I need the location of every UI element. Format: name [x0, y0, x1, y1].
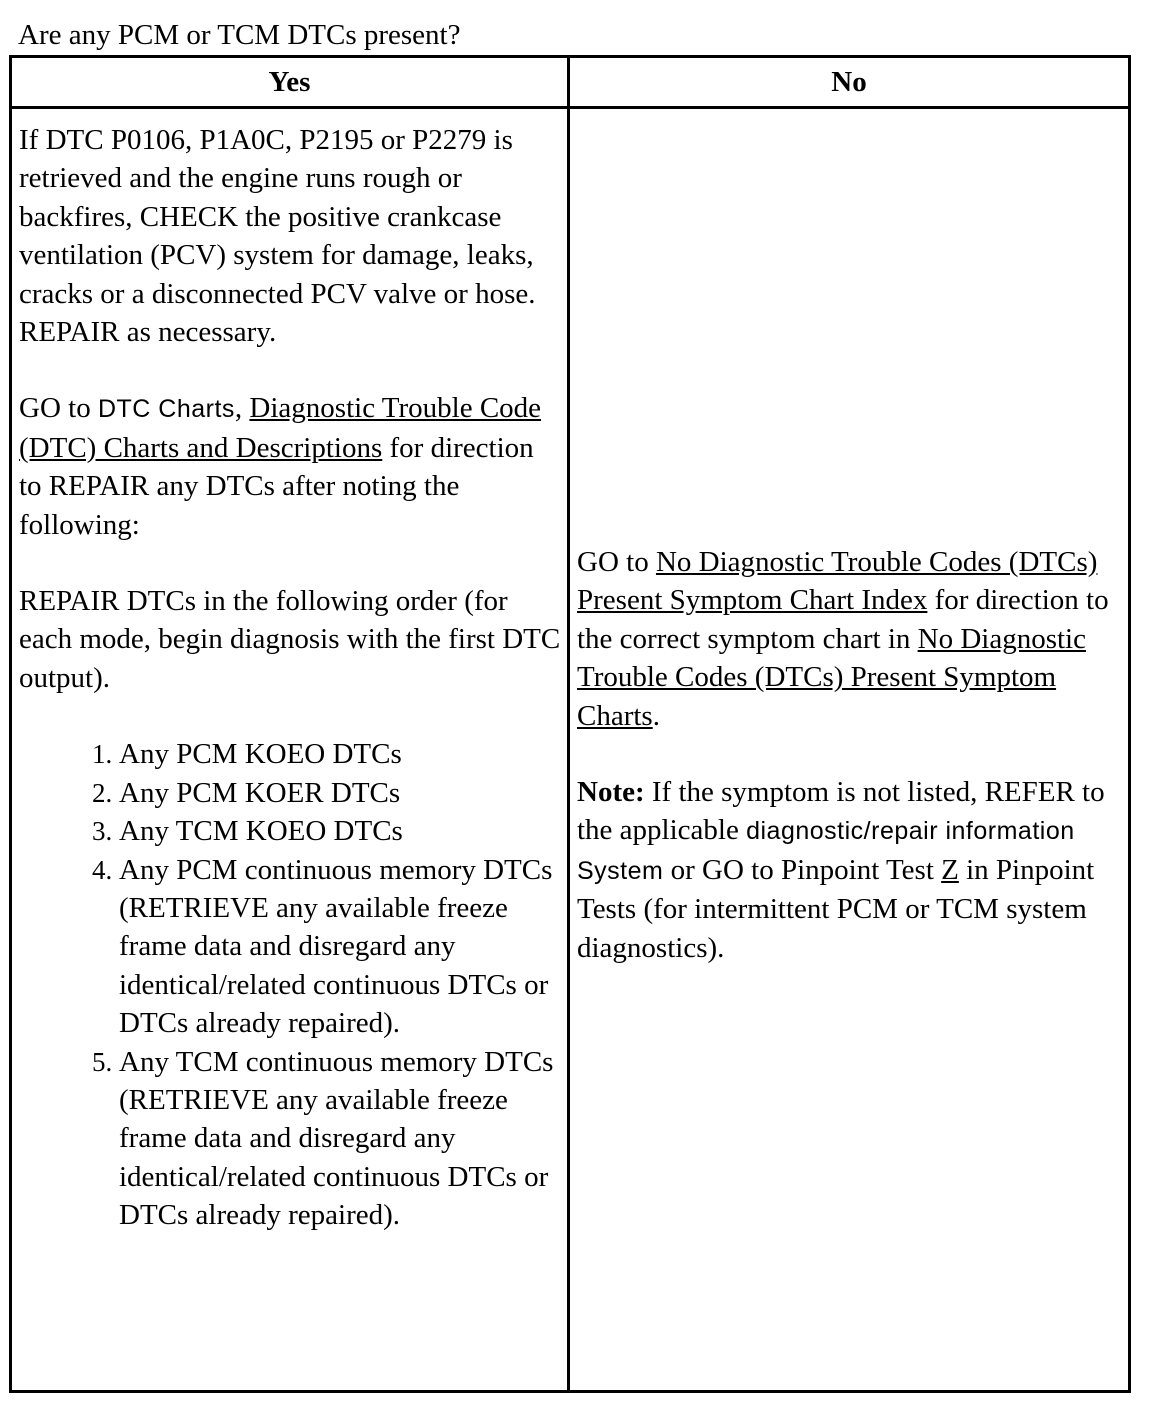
- text: in Pinpoint Tests (for intermittent PCM or TCM system diagnostics).: [577, 853, 1095, 964]
- repair-order-paragraph: REPAIR DTCs in the following order (for each mode, begin diagnosis with the first DTC output).: [19, 585, 561, 694]
- question-text: Are any PCM or TCM DTCs present?: [18, 19, 461, 51]
- text: .: [652, 699, 660, 732]
- symptom-charts-link[interactable]: No Diagnostic Trouble Codes (DTCs) Present Symptom Charts: [577, 622, 1086, 732]
- note-paragraph: [577, 773, 1122, 967]
- note-label: Note:: [577, 776, 645, 809]
- text: for direction to REPAIR any DTCs after noting the following:: [19, 431, 534, 541]
- list-item: 3. Any TCM KOEO DTCs: [119, 812, 561, 850]
- pinpoint-test-z-link[interactable]: Z: [941, 853, 959, 886]
- go-to-dtc-charts-paragraph: [19, 389, 561, 544]
- header-no: No: [569, 57, 1130, 108]
- repair-order-list: [19, 735, 561, 1234]
- go-to-symptom-chart-paragraph: [577, 543, 1122, 735]
- list-item: 5. Any TCM continuous memory DTCs (RETRIEVE any available freeze frame data and disregard any identical/related continuous DTCs or DTCs already repaired).: [119, 1043, 561, 1235]
- no-cell: [569, 108, 1130, 1392]
- repair-info-ref: diagnostic/repair information System: [577, 817, 1075, 885]
- decision-table: [9, 55, 1131, 1393]
- dtc-charts-ref: DTC Charts: [97, 395, 235, 424]
- text: ,: [234, 392, 250, 425]
- text: for direction to the correct symptom chart in: [577, 584, 1109, 655]
- list-item: 1. Any PCM KOEO DTCs: [119, 735, 561, 773]
- text: If the symptom is not listed, REFER to the applicable: [577, 776, 1105, 847]
- yes-cell: [11, 108, 569, 1392]
- header-yes: Yes: [11, 57, 569, 108]
- list-item: 2. Any PCM KOER DTCs: [119, 774, 561, 812]
- list-item: 4. Any PCM continuous memory DTCs (RETRIEVE any available freeze frame data and disregard any identical/related continuous DTCs or DTCs already repaired).: [119, 851, 561, 1043]
- text: or GO to Pinpoint Test: [663, 853, 942, 886]
- text: GO to: [19, 392, 98, 425]
- text: GO to: [577, 546, 656, 578]
- pcv-check-paragraph: If DTC P0106, P1A0C, P2195 or P2279 is retrieved and the engine runs rough or backfires, CHECK the positive crankcase ventilation (PCV) system for damage, leaks, cracks or a disconnected PCV valve or hose. REPAIR as necessary.: [19, 124, 536, 349]
- symptom-chart-index-link[interactable]: No Diagnostic Trouble Codes (DTCs) Present Symptom Chart Index: [577, 546, 1098, 617]
- dtc-charts-link[interactable]: Diagnostic Trouble Code (DTC) Charts and Descriptions: [19, 392, 542, 464]
